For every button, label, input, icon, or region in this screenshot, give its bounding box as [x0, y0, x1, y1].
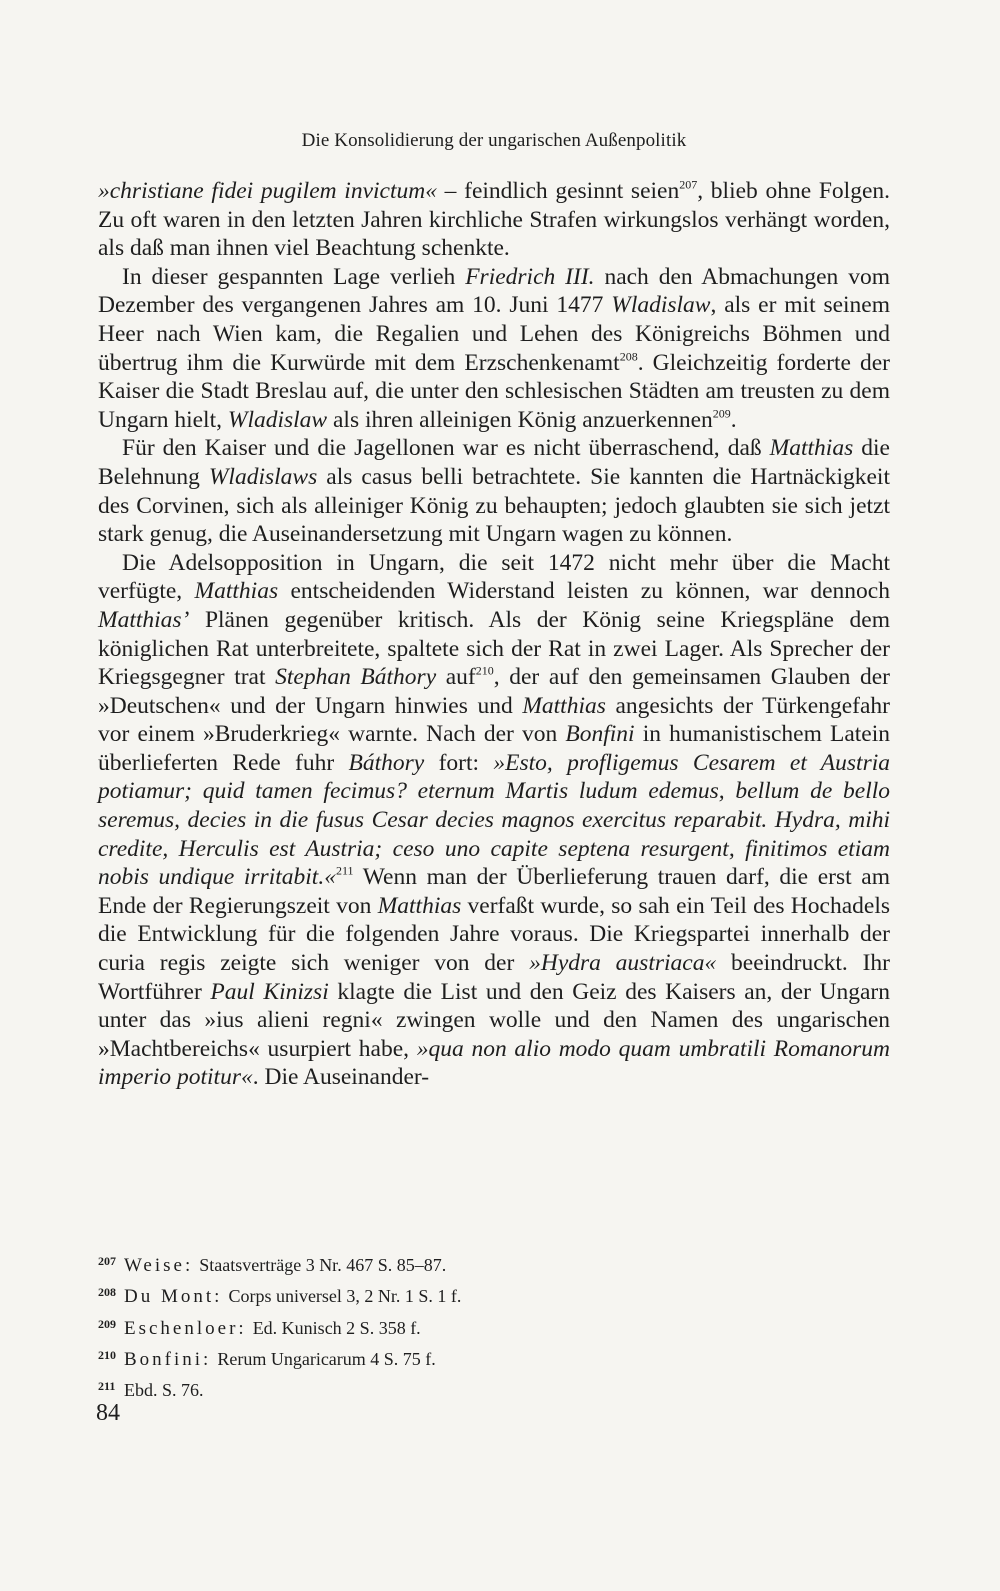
footnote-author: Du Mont:: [124, 1286, 223, 1308]
footnote-ref: 211: [335, 863, 354, 878]
footnote-number: 208: [98, 1285, 116, 1300]
text-span: beeindruckt. Ihr Wortführer: [98, 950, 891, 1005]
footnote-ref: 207: [679, 177, 698, 192]
italic-span: Wladislaw: [227, 406, 328, 433]
text-span: die Belehnung: [98, 435, 890, 490]
text-span: klagte die List und den Geiz des Kaisers an, der Ungarn unter das »ius alieni regni« zwingen wolle und den Namen des ungarischen »Machtbereichs« usurpiert habe,: [98, 978, 890, 1062]
footnote-text: Rerum Ungaricarum 4 S. 75 f.: [217, 1348, 436, 1369]
text-span: in humanistischem Latein überlieferten Rede fuhr: [98, 721, 891, 776]
italic-span: »christiane fidei pugilem invictum«: [98, 178, 437, 204]
italic-span: Bonfini: [565, 721, 635, 748]
text-span: Für den Kaiser und die Jagellonen war es nicht überraschend, daß: [122, 435, 770, 462]
italic-span: Stephan Báthory: [275, 664, 437, 691]
paragraph: [98, 549, 890, 1092]
text-span: auf: [436, 664, 476, 691]
footnote: [98, 1313, 890, 1344]
text-span: – feindlich gesinnt seien: [436, 178, 680, 204]
text-span: , blieb ohne Folgen. Zu oft waren in den letzten Jahren kirchliche Strafen wirkungslos verhängt worden, als daß man ihnen viel Beachtung schenkte.: [98, 178, 891, 262]
italic-span: Friedrich III.: [465, 263, 595, 290]
footnote-text: Ebd. S. 76.: [124, 1380, 204, 1401]
footnote-ref: 209: [712, 406, 731, 421]
footnote-content: [124, 1375, 204, 1405]
italic-span: Báthory: [348, 749, 425, 776]
italic-span: Matthias: [522, 692, 606, 719]
footnote-content: [124, 1344, 436, 1375]
text-span: verfaßt wurde, so sah ein Teil des Hochadels die Entwicklung für die folgenden Jahre voraus. Die Kriegspartei innerhalb der curia regis zeigte sich weniger von der: [98, 892, 890, 977]
text-span: nach den Abmachungen vom Dezember des vergangenen Jahres am 10. Juni 1477: [98, 263, 890, 319]
footnote: [98, 1375, 890, 1405]
footnote-ref: 210: [475, 663, 494, 678]
text-span: Wenn man der Überlieferung trauen darf, die erst am Ende der Regierungszeit von: [98, 864, 890, 919]
text-span: , der auf den gemeinsamen Glauben der »Deutschen« und der Ungarn hinwies und: [98, 664, 890, 719]
italic-span: Paul Kinizsi: [210, 978, 329, 1005]
footnote-content: [124, 1250, 446, 1281]
italic-span: »Hydra austriaca«: [529, 950, 717, 977]
text-span: fort:: [424, 749, 494, 776]
footnote-text: Ed. Kunisch 2 S. 358 f.: [252, 1317, 421, 1338]
text-span: Die Adelsopposition in Ungarn, die seit 1472 nicht mehr über die Macht verfügte,: [98, 549, 890, 605]
paragraph: [98, 177, 890, 263]
footnote-number: 210: [98, 1347, 116, 1362]
footnote-author: Bonfini:: [124, 1348, 212, 1370]
text-span: Plänen gegenüber kritisch. Als der König seine Kriegspläne dem königlichen Rat unterbreitete, spaltete sich der Rat in zwei Lager. Als Sprecher der Kriegsgegner trat: [98, 606, 890, 691]
italic-span: Matthias: [194, 578, 279, 605]
footnote-author: Weise:: [124, 1255, 194, 1276]
text-span: . Die Auseinander-: [252, 1064, 430, 1091]
footnote-content: [124, 1281, 461, 1312]
text-span: entscheidenden Widerstand leisten zu können, war dennoch: [278, 578, 890, 605]
paragraph: [98, 434, 890, 548]
footnote-author: Eschenloer:: [124, 1317, 247, 1339]
italic-span: Matthias: [377, 892, 462, 919]
page-number: 84: [96, 1400, 120, 1426]
text-span: angesichts der Türkengefahr vor einem »Bruderkrieg« warnte. Nach der von: [98, 692, 890, 748]
paragraph: [98, 263, 890, 435]
footnote-content: [124, 1313, 421, 1344]
italic-span: »qua non alio modo quam umbratili Romanorum imperio potitur«: [98, 1035, 890, 1091]
italic-span: »Esto, profligemus Cesarem et Austria potiamur; quid tamen fecimus? eternum Martis ludum edemus, bellum de bello seremus, decies in die fusus Cesar decies magnos exercitus reparabit. Hydra, mihi credite, Herculis est Austria; ceso uno capite septena resurgent, finitimos etiam nobis undique irritabit.«: [98, 749, 890, 891]
running-head: Die Konsolidierung der ungarischen Außenpolitik: [301, 130, 687, 151]
text-span: als casus belli betrachtete. Sie kannten die Hartnäckigkeit des Corvinen, sich als alleiniger König zu behaupten; jedoch glaubten sie sich jetzt stark genug, die Auseinandersetzung mit Ungarn wagen zu können.: [98, 463, 890, 548]
footnotes: [98, 1250, 890, 1405]
footnote-number: 209: [98, 1316, 116, 1331]
italic-span: Wladislaw: [611, 292, 711, 319]
italic-span: Matthias: [769, 435, 854, 462]
footnote-text: Corps universel 3, 2 Nr. 1 S. 1 f.: [228, 1286, 462, 1307]
footnote-ref: 208: [619, 348, 638, 363]
italic-span: Matthias’: [98, 606, 190, 633]
footnote: [98, 1344, 890, 1375]
italic-span: Wladislaws: [208, 463, 318, 490]
text-span: , als er mit seinem Heer nach Wien kam, die Regalien und Lehen des Königreichs Böhmen und übertrug ihm die Kurwürde mit dem Erzschenkenamt: [98, 292, 891, 376]
footnote: [98, 1250, 890, 1281]
text-span: als ihren alleinigen König anzuerkennen: [327, 406, 713, 433]
text-span: In dieser gespannten Lage verlieh: [122, 263, 466, 290]
footnote-number: 211: [98, 1379, 116, 1394]
footnote-number: 207: [98, 1254, 116, 1268]
footnote-text: Staatsverträge 3 Nr. 467 S. 85–87.: [199, 1255, 447, 1275]
text-span: .: [730, 406, 737, 433]
body-text: [98, 177, 890, 1092]
footnote: [98, 1281, 890, 1312]
text-span: . Gleichzeitig forderte der Kaiser die Stadt Breslau auf, die unter den schlesischen Städten am treusten zu dem Ungarn hielt,: [98, 349, 890, 433]
